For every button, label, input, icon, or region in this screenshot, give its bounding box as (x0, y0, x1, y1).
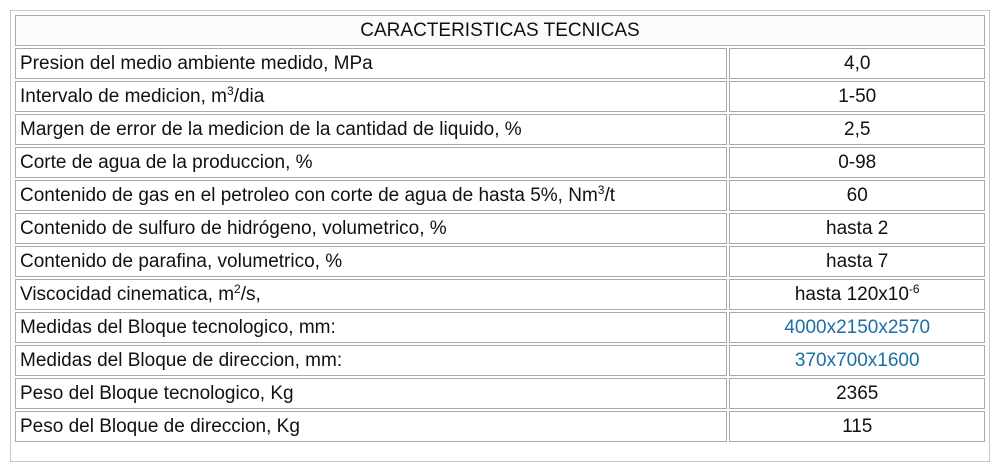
value-text: hasta 2 (826, 218, 889, 239)
table-row (15, 279, 985, 310)
param-text: Medidas del Bloque tecnologico, mm: (20, 317, 336, 338)
value-cell-link[interactable] (729, 345, 985, 376)
value-text: hasta 7 (826, 251, 889, 272)
param-cell (15, 147, 727, 178)
value-text: 60 (846, 185, 868, 206)
param-text: Peso del Bloque tecnologico, Kg (20, 383, 294, 404)
param-cell (15, 48, 727, 79)
param-text: Peso del Bloque de direccion, Kg (20, 416, 300, 437)
param-cell (15, 81, 727, 112)
value-text: 1-50 (838, 86, 877, 107)
param-cell (15, 180, 727, 211)
param-text: Intervalo de medicion, m (20, 86, 227, 107)
param-text-suffix: /s, (240, 284, 261, 305)
param-text: Contenido de sulfuro de hidrógeno, volumetrico, % (20, 218, 447, 239)
value-cell (729, 378, 985, 409)
table-row (15, 378, 985, 409)
param-text: Contenido de parafina, volumetrico, % (20, 251, 343, 272)
param-cell (15, 312, 727, 343)
value-cell (729, 279, 985, 310)
value-cell (729, 213, 985, 244)
value-link-text[interactable]: 4000x2150x2570 (784, 317, 931, 338)
param-text-suffix: /t (604, 185, 616, 206)
value-cell-link[interactable] (729, 312, 985, 343)
table-row (15, 114, 985, 145)
param-cell (15, 213, 727, 244)
value-cell (729, 411, 985, 442)
param-cell (15, 114, 727, 145)
table-row (15, 147, 985, 178)
specs-table-container (10, 10, 990, 462)
value-cell (729, 81, 985, 112)
param-cell (15, 279, 727, 310)
table-row (15, 180, 985, 211)
value-text: hasta 120x10 (794, 284, 909, 305)
param-text: Margen de error de la medicion de la cantidad de liquido, % (20, 119, 522, 140)
value-text: 4,0 (844, 53, 871, 74)
param-text: Contenido de gas en el petroleo con corte de agua de hasta 5%, Nm (20, 185, 598, 206)
value-text: 2,5 (844, 119, 871, 140)
param-superscript: 2 (234, 282, 241, 296)
table-row (15, 81, 985, 112)
value-cell (729, 246, 985, 277)
value-text: 115 (842, 416, 873, 437)
value-link-text[interactable]: 370x700x1600 (794, 350, 920, 371)
param-text: Corte de agua de la produccion, % (20, 152, 313, 173)
param-text-suffix: /dia (233, 86, 265, 107)
table-header-row (15, 15, 985, 46)
value-superscript: -6 (908, 282, 920, 296)
param-superscript: 3 (597, 183, 605, 197)
value-cell (729, 180, 985, 211)
table-row (15, 411, 985, 442)
table-row (15, 345, 985, 376)
value-cell (729, 114, 985, 145)
value-text: 2365 (836, 383, 879, 404)
param-text: Medidas del Bloque de direccion, mm: (20, 350, 343, 371)
value-text: 0-98 (838, 152, 877, 173)
table-row (15, 246, 985, 277)
value-cell (729, 147, 985, 178)
value-cell (729, 48, 985, 79)
param-cell (15, 345, 727, 376)
table-title: CARACTERISTICAS TECNICAS (15, 15, 985, 46)
param-cell (15, 378, 727, 409)
specs-table (13, 13, 987, 444)
param-cell (15, 411, 727, 442)
table-row (15, 312, 985, 343)
param-text: Viscocidad cinematica, m (20, 284, 235, 305)
param-cell (15, 246, 727, 277)
table-row (15, 213, 985, 244)
param-text: Presion del medio ambiente medido, MPa (20, 53, 373, 74)
table-row (15, 48, 985, 79)
param-superscript: 3 (227, 84, 234, 98)
